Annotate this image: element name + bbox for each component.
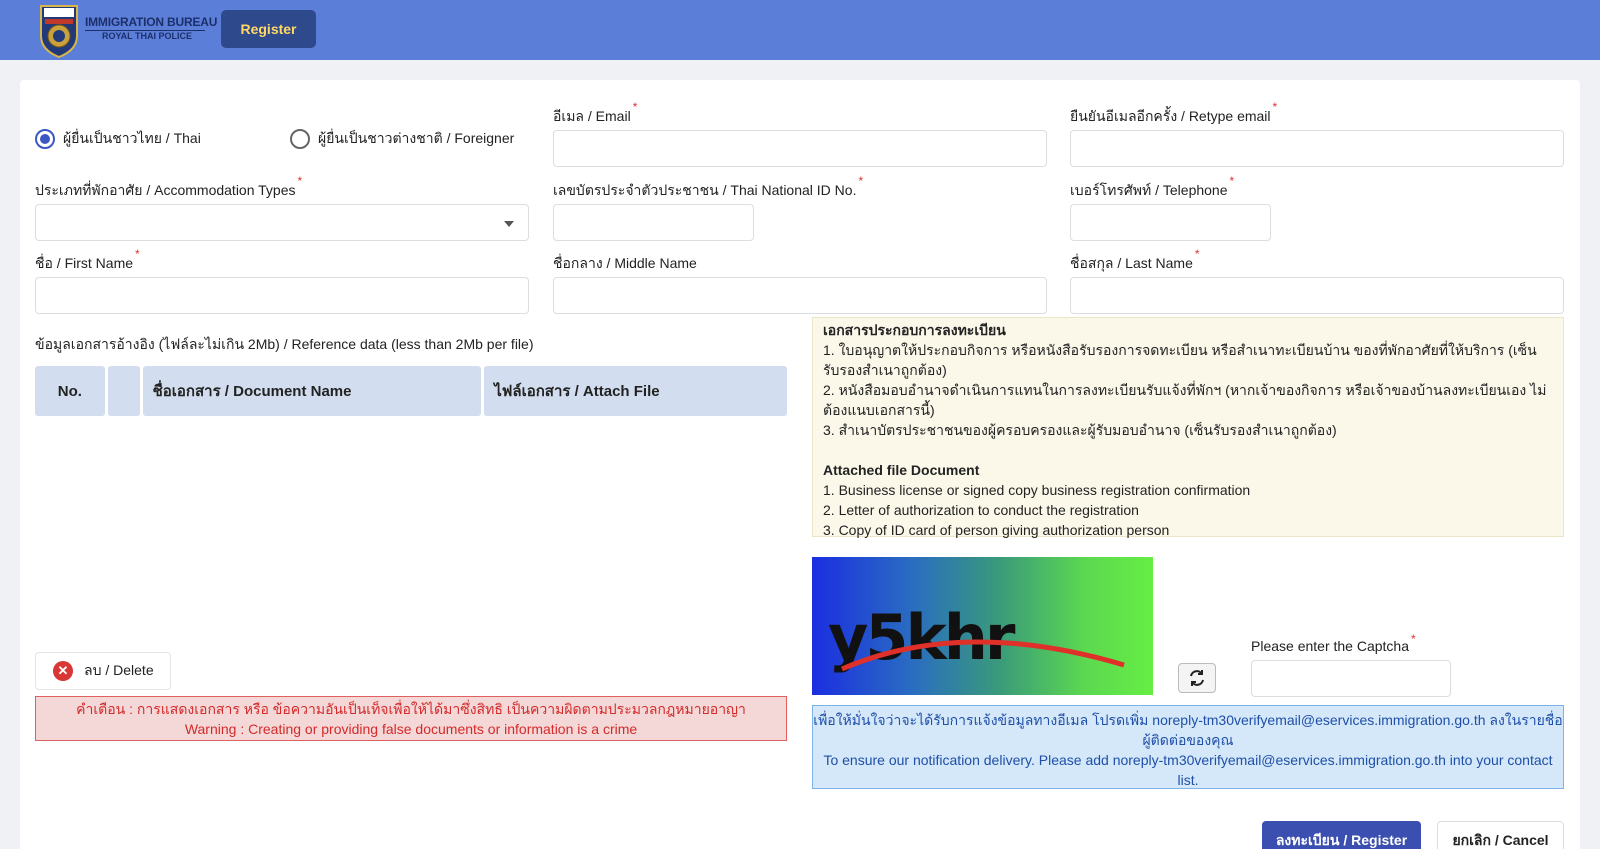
retype-email-field[interactable] xyxy=(1070,130,1564,167)
documents-thai-item: 2. หนังสือมอบอำนาจดำเนินการแทนในการลงทะเบียนรับแจ้งที่พักฯ (หากเจ้าของกิจการ หรือเจ้าของบ้านลงทะเบียนเอง ไม่ต้องแนบเอกสารนี้) xyxy=(823,382,1547,418)
documents-english-item: 3. Copy of ID card of person giving authorization person xyxy=(823,522,1170,538)
radio-checked-icon[interactable] xyxy=(35,129,55,149)
police-badge-logo xyxy=(38,2,80,58)
telephone-label: เบอร์โทรศัพท์ / Telephone* xyxy=(1070,174,1235,198)
refresh-captcha-button[interactable] xyxy=(1178,663,1216,693)
close-icon: ✕ xyxy=(53,661,73,681)
captcha-text: y5khr xyxy=(828,601,1013,674)
radio-foreigner-label: ผู้ยื่นเป็นชาวต่างชาติ / Foreigner xyxy=(318,130,515,146)
email-notice xyxy=(812,705,1564,789)
email-label: อีเมล / Email* xyxy=(553,100,638,124)
notice-english: To ensure our notification delivery. Please add noreply-tm30verifyemail@eservices.immigration.go.th into your contact list. xyxy=(823,752,1553,788)
top-navbar xyxy=(0,0,1600,60)
national-id-field[interactable] xyxy=(553,204,754,241)
captcha-noise-line xyxy=(812,557,1153,695)
telephone-field[interactable] xyxy=(1070,204,1271,241)
documents-thai-title: เอกสารประกอบการลงทะเบียน xyxy=(823,322,1006,338)
captcha-field[interactable] xyxy=(1251,660,1451,697)
accommodation-label: ประเภทที่พักอาศัย / Accommodation Types* xyxy=(35,174,303,198)
documents-english-item: 1. Business license or signed copy business registration confirmation xyxy=(823,482,1251,498)
required-documents-box xyxy=(812,317,1564,537)
brand-subtitle: ROYAL THAI POLICE xyxy=(102,31,193,41)
middle-name-label: ชื่อกลาง / Middle Name xyxy=(553,255,697,271)
column-attach-file: ไฟล์เอกสาร / Attach File xyxy=(484,366,787,416)
radio-thai[interactable] xyxy=(35,128,201,150)
radio-unchecked-icon[interactable] xyxy=(290,129,310,149)
nav-register-button[interactable]: Register xyxy=(221,10,316,48)
documents-thai-item: 1. ใบอนุญาตให้ประกอบกิจการ หรือหนังสือรับรองการจดทะเบียน หรือสำเนาทะเบียนบ้าน ของที่พักอาศัยที่ให้บริการ (เซ็นรับรองสำเนาถูกต้อง) xyxy=(823,342,1537,378)
email-field[interactable] xyxy=(553,130,1047,167)
reference-data-label: ข้อมูลเอกสารอ้างอิง (ไฟล์ละไม่เกิน 2Mb) / Reference data (less than 2Mb per file) xyxy=(35,336,534,352)
column-no: No. xyxy=(35,366,105,416)
documents-english-item: 2. Letter of authorization to conduct the registration xyxy=(823,502,1139,518)
document-table-header xyxy=(35,366,787,416)
first-name-label: ชื่อ / First Name* xyxy=(35,247,140,271)
documents-thai-item: 3. สำเนาบัตรประชาชนของผู้ครอบครองและผู้รับมอบอำนาจ (เซ็นรับรองสำเนาถูกต้อง) xyxy=(823,422,1337,438)
radio-foreigner[interactable] xyxy=(290,128,514,150)
warning-english: Warning : Creating or providing false documents or information is a crime xyxy=(184,721,638,737)
accommodation-select[interactable] xyxy=(35,204,529,241)
retype-email-label: ยืนยันอีเมลอีกครั้ง / Retype email* xyxy=(1070,100,1278,124)
first-name-field[interactable] xyxy=(35,277,529,314)
radio-thai-label: ผู้ยื่นเป็นชาวไทย / Thai xyxy=(63,130,201,146)
middle-name-field[interactable] xyxy=(553,277,1047,314)
last-name-label: ชื่อสกุล / Last Name* xyxy=(1070,247,1200,271)
delete-button[interactable] xyxy=(35,652,171,690)
captcha-label: Please enter the Captcha * xyxy=(1251,632,1416,654)
captcha-image xyxy=(812,557,1153,695)
national-id-label: เลขบัตรประจำตัวประชาชน / Thai National ID No.* xyxy=(553,174,864,198)
warning-thai: คำเตือน : การแสดงเอกสาร หรือ ข้อความอันเป็นเท็จเพื่อให้ได้มาซึ่งสิทธิ เป็นความผิดตามประมวลกฎหมายอาญา xyxy=(76,701,746,717)
column-document-name: ชื่อเอกสาร / Document Name xyxy=(143,366,482,416)
register-button[interactable]: ลงทะเบียน / Register xyxy=(1262,821,1421,849)
refresh-icon xyxy=(1187,668,1207,688)
cancel-button[interactable]: ยกเลิก / Cancel xyxy=(1437,821,1564,849)
brand-title: IMMIGRATION BUREAU xyxy=(85,15,218,29)
documents-english-title: Attached file Document xyxy=(823,462,980,478)
chevron-down-icon[interactable] xyxy=(504,221,514,227)
false-document-warning xyxy=(35,696,787,741)
last-name-field[interactable] xyxy=(1070,277,1564,314)
notice-thai: เพื่อให้มั่นใจว่าจะได้รับการแจ้งข้อมูลทางอีเมล โปรดเพิ่ม noreply-tm30verifyemail@eservices.immigration.go.th ลงในรายชื่อผู้ติดต่อของคุณ xyxy=(813,712,1563,748)
column-blank xyxy=(108,366,140,416)
delete-label: ลบ / Delete xyxy=(84,662,154,678)
